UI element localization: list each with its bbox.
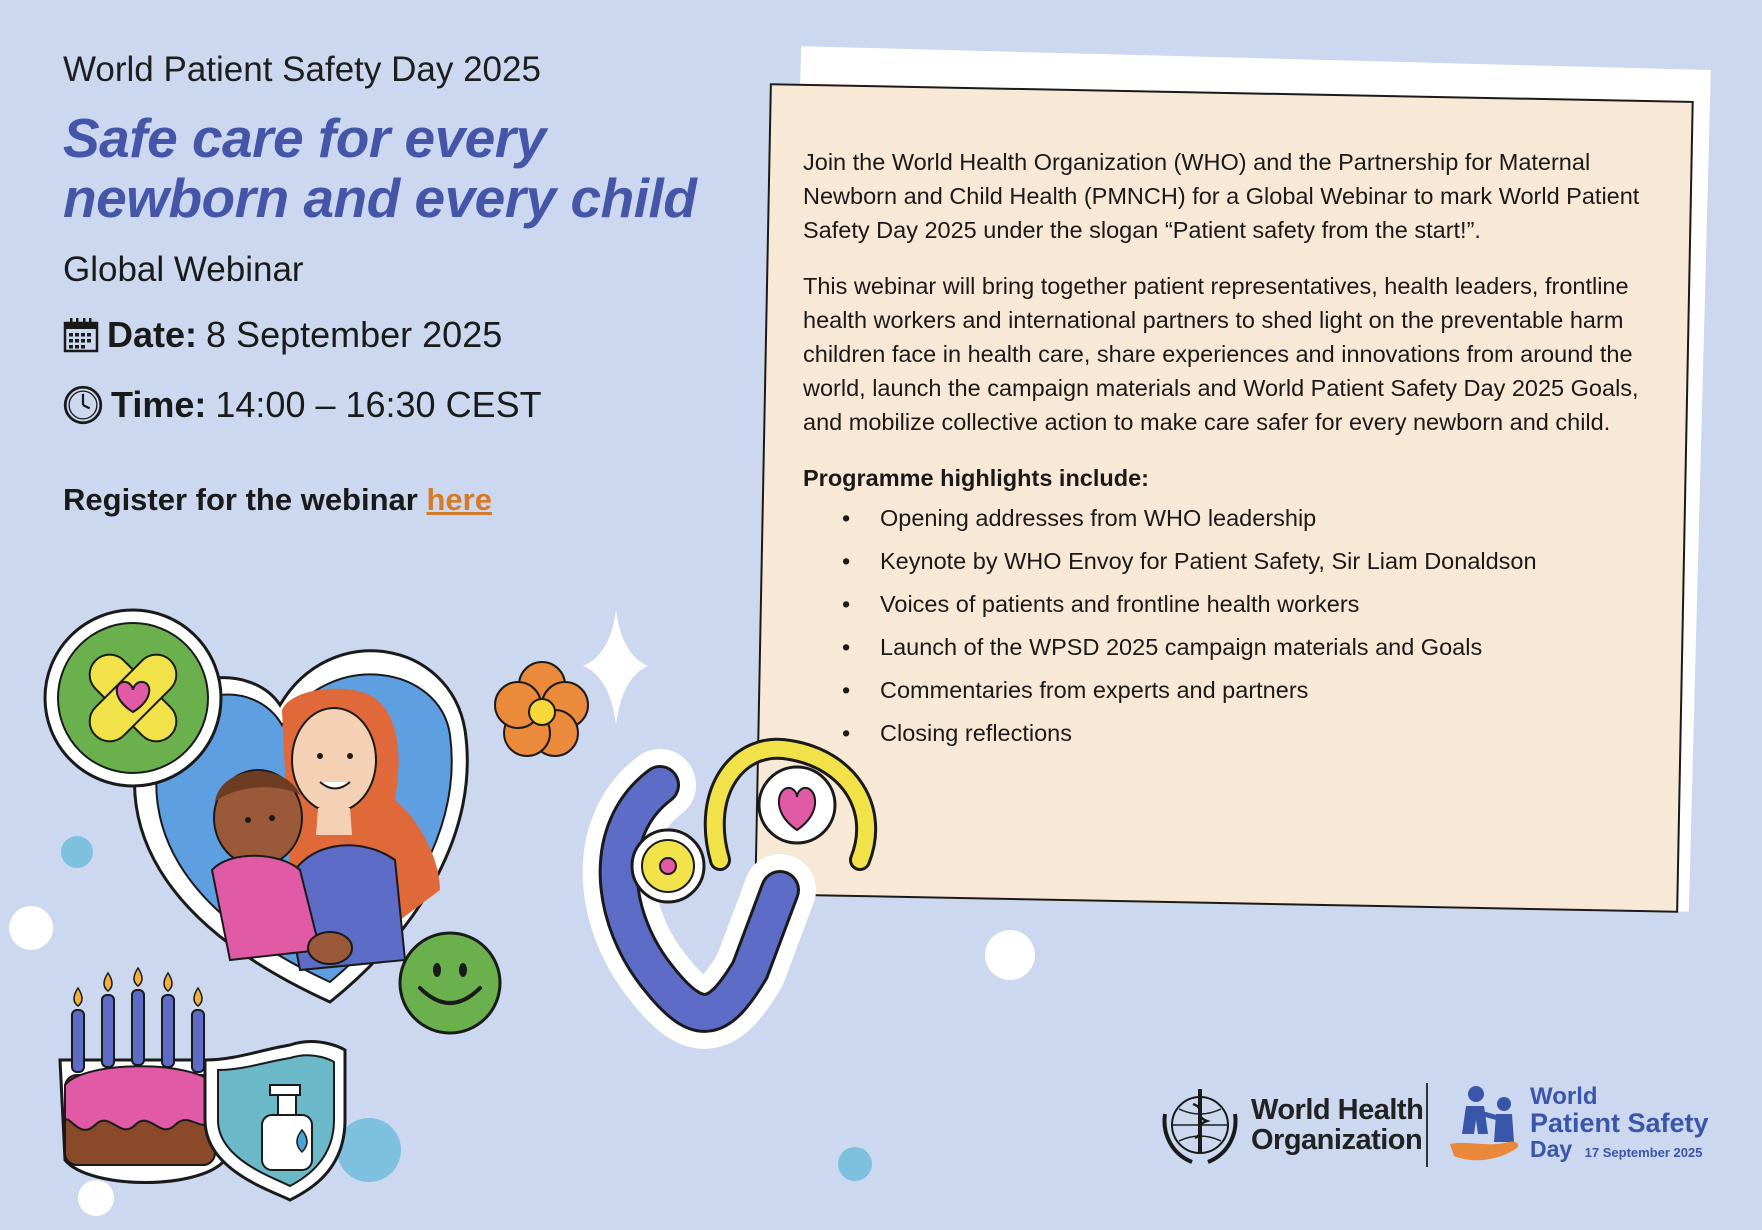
headline: [63, 108, 743, 228]
who-name: [1251, 1094, 1424, 1156]
highlights-heading: Programme highlights include:: [803, 465, 1150, 491]
footer-logos: [1157, 1083, 1709, 1167]
left-column: [63, 50, 743, 518]
list-item: • Launch of the WPSD 2025 campaign materials and Goals: [880, 630, 1663, 664]
list-item: • Closing reflections: [880, 716, 1663, 750]
wpsd-wordmark: [1530, 1084, 1709, 1166]
stethoscope-illustration: [619, 749, 867, 1013]
who-emblem-icon: [1157, 1084, 1243, 1166]
register-text: Register for the webinar: [63, 482, 418, 517]
wpsd-line-1: World: [1530, 1083, 1598, 1110]
highlights-list: [803, 501, 1663, 750]
wpsd-logo-icon: [1448, 1084, 1524, 1166]
list-item: • Voices of patients and frontline health workers: [880, 587, 1663, 621]
time-value: 14:00 – 16:30 CEST: [215, 384, 542, 425]
headline-line-2: newborn and every child: [63, 167, 697, 229]
wpsd-line-2: Patient Safety: [1530, 1108, 1709, 1138]
clock-icon: [63, 385, 103, 425]
sanitizer-shield-illustration: [205, 1042, 345, 1200]
who-line-2: Organization: [1251, 1124, 1423, 1156]
bandage-badge-illustration: [45, 610, 221, 786]
wpsd-line-3: Day: [1530, 1136, 1573, 1162]
logo-divider: [1426, 1083, 1428, 1167]
headline-line-1: Safe care for every: [63, 107, 546, 169]
time-row: [63, 384, 743, 426]
date-value: 8 September 2025: [206, 314, 503, 355]
event-name: World Patient Safety Day 2025: [63, 50, 541, 89]
list-item: • Keynote by WHO Envoy for Patient Safety, Sir Liam Donaldson: [880, 544, 1663, 578]
register-link[interactable]: here: [426, 482, 492, 517]
register-line: [63, 482, 743, 518]
list-item: • Opening addresses from WHO leadership: [880, 501, 1663, 535]
description-paragraph: This webinar will bring together patient representatives, health leaders, frontline health workers and international partners to shed light on the preventable harm children face in health care, share experiences and innovations from around the world, launch the campaign materials and World Patient Safety Day 2025 Goals, and mobilize collective action to make care safer for every newborn and child.: [803, 273, 1639, 435]
list-item: • Commentaries from experts and partners: [880, 673, 1663, 707]
intro-paragraph: Join the World Health Organization (WHO) and the Partnership for Maternal Newborn and Child Health (PMNCH) for a Global Webinar to mark World Patient Safety Day 2025 under the slogan “Patient safety from the start!”.: [803, 149, 1640, 243]
paper-content: [803, 145, 1663, 759]
calendar-icon: [63, 317, 99, 353]
date-label: Date:: [107, 314, 198, 355]
wpsd-date: 17 September 2025: [1584, 1145, 1703, 1160]
who-line-1: World Health: [1251, 1094, 1424, 1126]
illustration-group: [0, 590, 920, 1230]
subtitle: Global Webinar: [63, 250, 304, 289]
date-row: [63, 314, 743, 356]
flower-icon: [495, 662, 588, 756]
smiley-icon: [400, 933, 500, 1033]
time-label: Time:: [111, 384, 207, 425]
